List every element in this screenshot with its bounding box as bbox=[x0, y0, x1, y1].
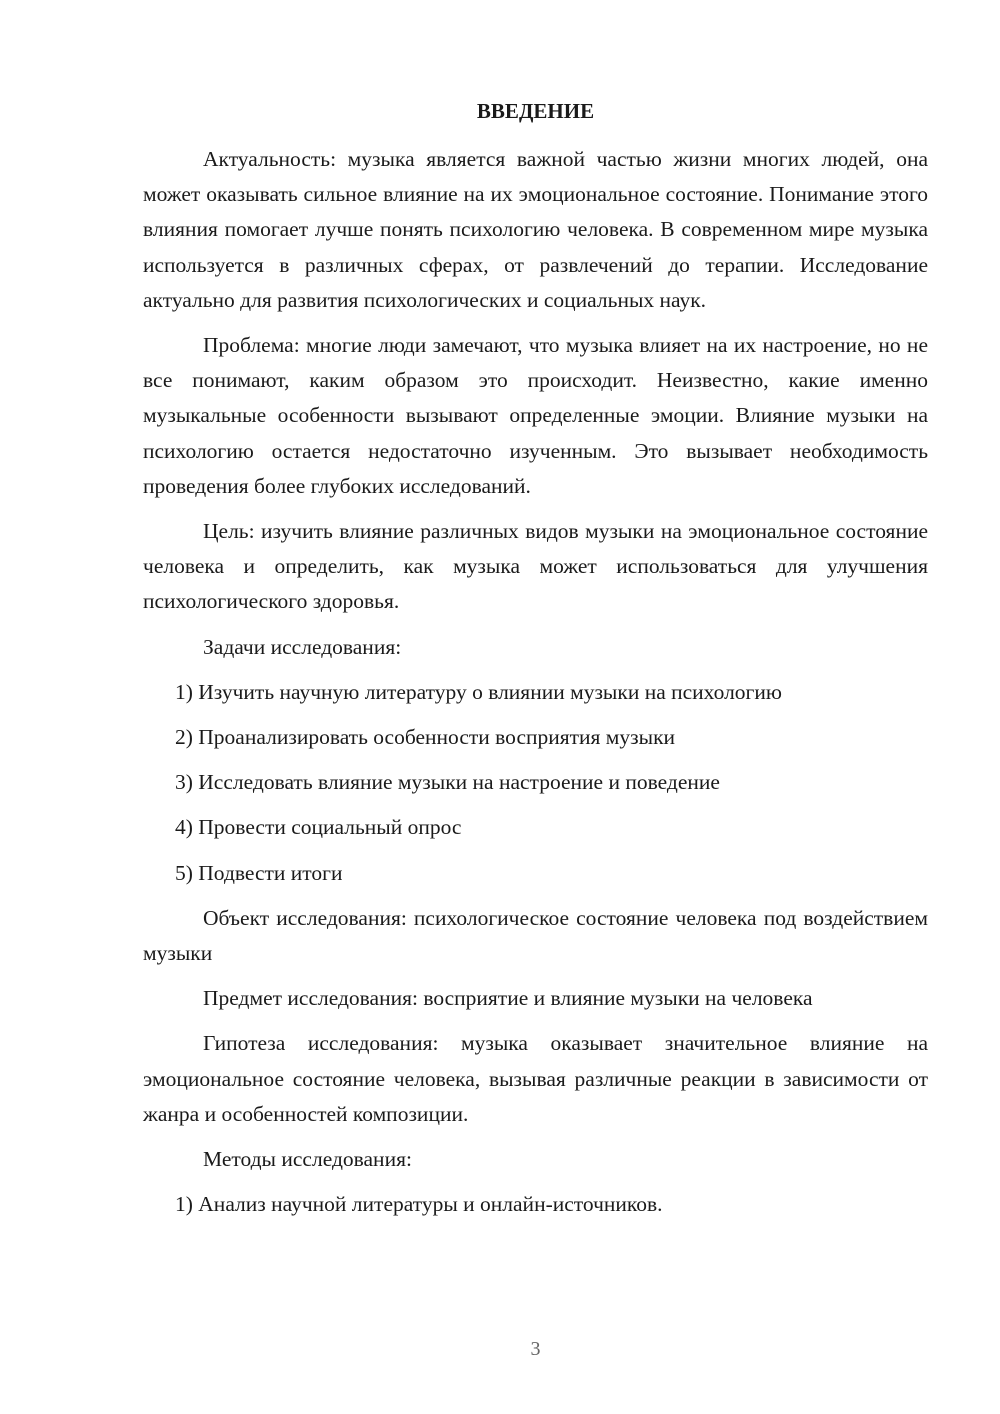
task-item: 2) Проанализировать особенности восприятия музыки bbox=[175, 725, 676, 750]
object-paragraph: Объект исследования: психологическое состояние человека под воздействием музыки bbox=[143, 905, 928, 966]
tasks-heading: Задачи исследования: bbox=[203, 634, 402, 659]
methods-heading: Методы исследования: bbox=[203, 1147, 412, 1172]
page-number: 3 bbox=[530, 1338, 541, 1360]
method-item: 1) Анализ научной литературы и онлайн-источников. bbox=[175, 1192, 663, 1217]
document-page bbox=[143, 0, 928, 1414]
task-item: 1) Изучить научную литературу о влиянии музыки на психологию bbox=[175, 679, 782, 704]
page-title: ВВЕДЕНИЕ bbox=[476, 99, 595, 123]
task-item: 3) Исследовать влияние музыки на настроение и поведение bbox=[175, 770, 720, 795]
task-item: 4) Провести социальный опрос bbox=[175, 815, 462, 840]
problem-paragraph: Проблема: многие люди замечают, что музыка влияет на их настроение, но не все понимают, каким образом это происходит. Неизвестно, какие именно музыкальные особенности вызывают определенные эмоции. Влияние музыки на психологию остается недостаточно изученным. Это вызывает необходимость проведения более глубоких исследований. bbox=[143, 333, 928, 498]
subject-paragraph: Предмет исследования: восприятие и влияние музыки на человека bbox=[203, 986, 813, 1011]
hypothesis-paragraph: Гипотеза исследования: музыка оказывает значительное влияние на эмоциональное состояние человека, вызывая различные реакции в зависимости от жанра и особенностей композиции. bbox=[143, 1031, 928, 1126]
task-item: 5) Подвести итоги bbox=[175, 860, 343, 885]
document-body bbox=[143, 142, 928, 1232]
relevance-paragraph: Актуальность: музыка является важной частью жизни многих людей, она может оказывать сильное влияние на их эмоциональное состояние. Понимание этого влияния помогает лучше понять психологию человека. В современном мире музыка используется в различных сферах, от развлечений до терапии. Исследование актуально для развития психологических и социальных наук. bbox=[143, 147, 928, 312]
goal-paragraph: Цель: изучить влияние различных видов музыки на эмоциональное состояние человека и определить, как музыка может использоваться для улучшения психологического здоровья. bbox=[143, 519, 928, 614]
